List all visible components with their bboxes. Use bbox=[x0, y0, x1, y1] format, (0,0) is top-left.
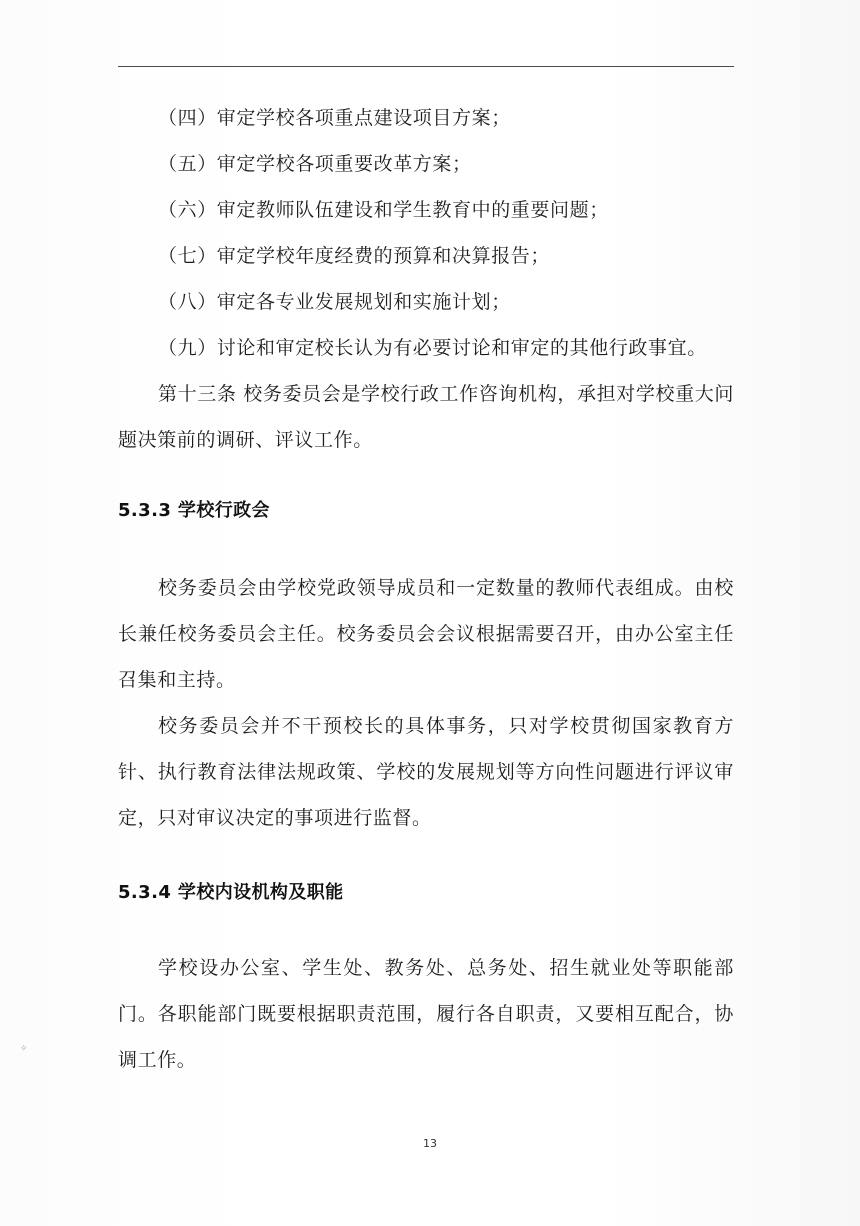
article-13-paragraph: 第十三条 校务委员会是学校行政工作咨询机构，承担对学校重大问题决策前的调研、评议工作。 bbox=[118, 383, 734, 451]
body-paragraph: 校务委员会并不干预校长的具体事务，只对学校贯彻国家教育方针、执行教育法律法规政策、学校的发展规划等方向性问题进行评议审定，只对审议决定的事项进行监督。 bbox=[118, 715, 734, 829]
list-item: （五）审定学校各项重要改革方案； bbox=[158, 153, 472, 175]
list-item: （八）审定各专业发展规划和实施计划； bbox=[158, 291, 511, 313]
section-heading-5-3-3: 5.3.3 学校行政会 bbox=[118, 500, 270, 521]
page-content bbox=[118, 95, 734, 1083]
list-item: （四）审定学校各项重点建设项目方案； bbox=[158, 107, 511, 129]
body-paragraph: 学校设办公室、学生处、教务处、总务处、招生就业处等职能部门。各职能部门既要根据职责范围，履行各自职责，又要相互配合，协调工作。 bbox=[118, 957, 734, 1071]
header-rule bbox=[118, 66, 734, 67]
scan-speck-icon: ✧ bbox=[20, 1044, 28, 1054]
list-item: （六）审定教师队伍建设和学生教育中的重要问题； bbox=[158, 199, 609, 221]
page-number: 13 bbox=[423, 1137, 437, 1150]
section-heading-5-3-4: 5.3.4 学校内设机构及职能 bbox=[118, 882, 344, 903]
body-paragraph: 校务委员会由学校党政领导成员和一定数量的教师代表组成。由校长兼任校务委员会主任。校务委员会会议根据需要召开，由办公室主任召集和主持。 bbox=[118, 577, 734, 691]
list-item: （七）审定学校年度经费的预算和决算报告； bbox=[158, 245, 551, 267]
list-item: （九）讨论和审定校长认为有必要讨论和审定的其他行政事宜。 bbox=[158, 337, 707, 359]
